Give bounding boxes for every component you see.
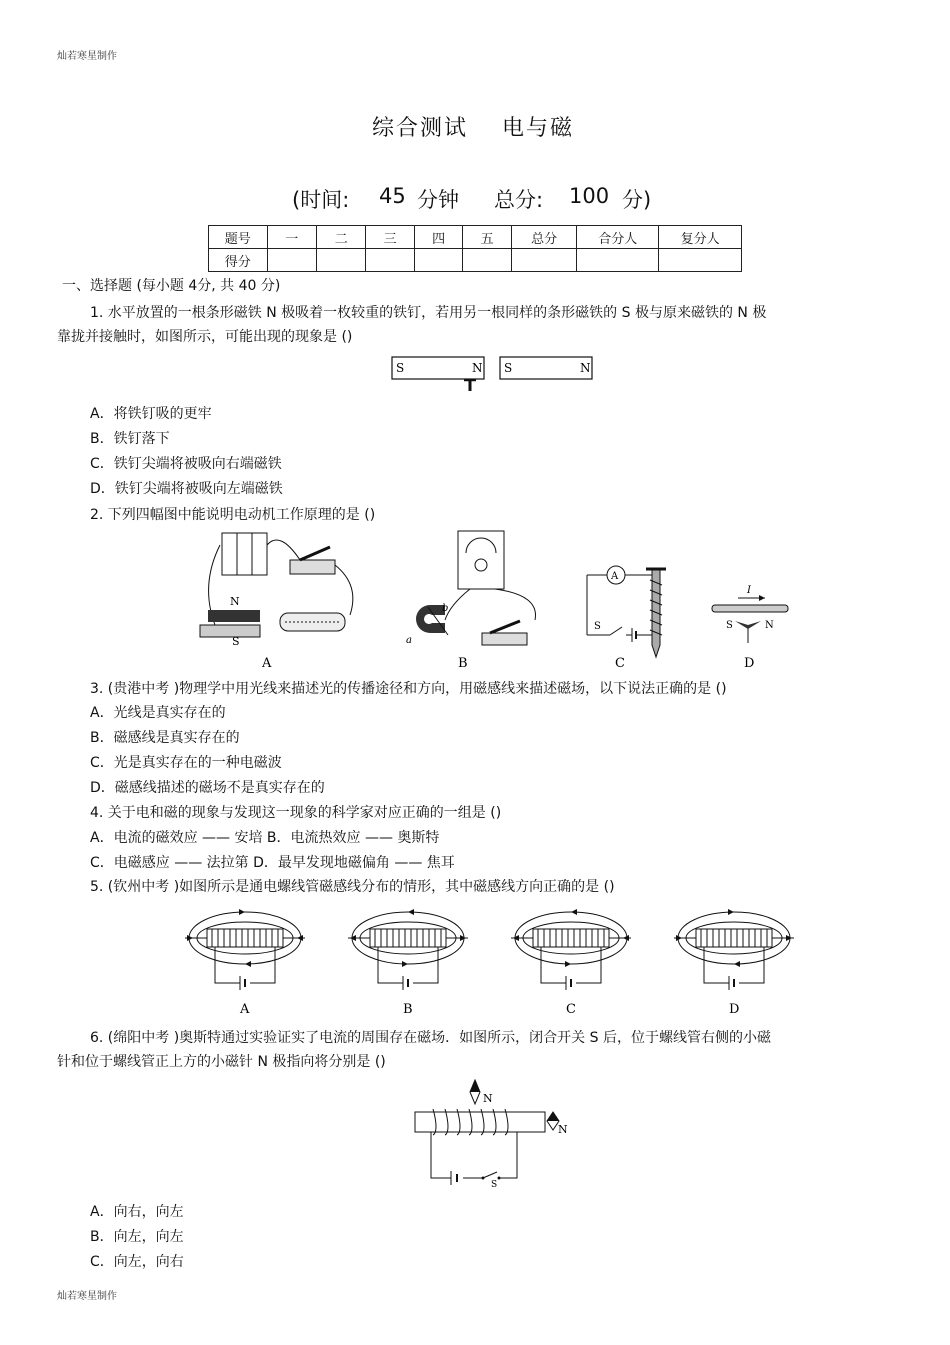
q5-label-c: C — [566, 1002, 576, 1017]
battery-cell — [237, 533, 252, 575]
fig-a-s: S — [232, 635, 240, 648]
q1-option-b: B．铁钉落下 — [90, 431, 170, 447]
time-unit: 分钟 — [417, 188, 459, 212]
solenoid-figure-d — [674, 909, 794, 1017]
fig-b-b: b — [442, 603, 449, 614]
circuit-wire — [431, 1132, 517, 1178]
time-label: (时间: — [292, 188, 350, 212]
horseshoe-magnet — [208, 610, 260, 622]
fig-d-s: S — [726, 620, 733, 631]
switch-base — [482, 633, 527, 645]
magnet-right-s: S — [504, 361, 513, 375]
section-heading: 一、选择题 (每小题 4分, 共 40 分) — [62, 278, 281, 294]
compass-needle — [735, 621, 761, 629]
switch-contact — [482, 1177, 485, 1180]
score-table-cell — [463, 249, 511, 272]
q1-option-c: C．铁钉尖端将被吸向右端磁铁 — [90, 456, 282, 472]
fig-label-b: B — [458, 656, 468, 671]
q6-option-b: B．向左，向左 — [90, 1229, 184, 1245]
q2-figure-c — [587, 566, 666, 671]
score-table-cell: 五 — [463, 226, 511, 249]
q4-options-ab: A．电流的磁效应 —— 安培 B．电流热效应 —— 奥斯特 — [90, 830, 440, 846]
score-table-score-row — [209, 249, 742, 272]
fig-c-switch: S — [594, 621, 601, 632]
q6-option-c: C．向左，向右 — [90, 1254, 184, 1270]
magnet-left-s: S — [396, 361, 405, 375]
q4-options-cd: C．电磁感应 —— 法拉第 D．最早发现地磁偏角 —— 焦耳 — [90, 855, 455, 871]
fig-label-d: D — [744, 656, 755, 671]
score-table-cell — [267, 249, 316, 272]
magnet-right-n: N — [580, 361, 591, 375]
switch-contact — [498, 1177, 501, 1180]
q5-label-a: A — [240, 1002, 250, 1017]
score-table-cell — [414, 249, 462, 272]
magnet-left — [392, 357, 484, 379]
q1-option-d: D．铁钉尖端将被吸向左端磁铁 — [90, 481, 283, 497]
top-compass-north — [470, 1080, 480, 1092]
score-table-cell: 三 — [366, 226, 414, 249]
battery-cell — [252, 533, 267, 575]
q5-label-b: B — [403, 1002, 413, 1017]
battery-cell — [222, 533, 237, 575]
magnet-base — [200, 625, 260, 637]
score-label: 总分: — [494, 188, 544, 212]
score-table-cell: 总分 — [511, 226, 577, 249]
magnet-left-n: N — [472, 361, 483, 375]
score-table-cell: 复分人 — [659, 226, 742, 249]
solenoid-figure-b — [348, 909, 468, 1017]
footer-watermark: 灿若寒星制作 — [57, 1291, 117, 1302]
fig-a-n: N — [230, 595, 240, 608]
q1-option-a: A．将铁钉吸的更牢 — [90, 406, 212, 422]
score-table-cell — [659, 249, 742, 272]
score-table-cell: 题号 — [209, 226, 268, 249]
fig-label-c: C — [615, 656, 625, 671]
right-compass-north — [547, 1112, 559, 1121]
score-table-cell: 得分 — [209, 249, 268, 272]
straight-wire — [712, 605, 788, 612]
wire — [267, 540, 300, 560]
current-arrowhead — [759, 595, 765, 601]
fig-d-current: I — [747, 585, 751, 596]
fig-label-a: A — [262, 656, 272, 671]
question-2-line-1: 2. 下列四幅图中能说明电动机工作原理的是 () — [90, 507, 376, 523]
wire — [335, 565, 353, 615]
switch-lever — [300, 547, 330, 560]
score-table-cell — [577, 249, 659, 272]
question-6-line-2: 针和位于螺线管正上方的小磁针 N 极指向将分别是 () — [57, 1054, 386, 1070]
question-5-line-1: 5. (钦州中考 )如图所示是通电螺线管磁感线分布的情形，其中磁感线方向正确的是 () — [90, 879, 615, 895]
q2-figure-d — [712, 585, 788, 671]
question-6-line-1: 6. (绵阳中考 )奥斯特通过实验证实了电流的周围存在磁场．如图所示，闭合开关 S 后，位于螺线管右侧的小磁 — [90, 1030, 771, 1046]
question-1-line-1: 1. 水平放置的一根条形磁铁 N 极吸着一枚较重的铁钉，若用另一根同样的条形磁铁的 S 极与原来磁铁的 N 极 — [90, 305, 767, 321]
question-1-line-2: 靠拢并接触时，如图所示，可能出现的现象是 () — [57, 329, 353, 345]
u-magnet — [416, 605, 445, 633]
page-title: 综合测试 — [372, 116, 469, 141]
q6-option-a: A．向右，向左 — [90, 1204, 184, 1220]
q5-solenoid-figures — [180, 905, 810, 1020]
q6-right-n: N — [558, 1123, 568, 1136]
q6-switch-label: S — [491, 1180, 498, 1190]
question-4-line-1: 4. 关于电和磁的现象与发现这一现象的科学家对应正确的一组是 () — [90, 805, 502, 821]
switch-base — [290, 560, 335, 574]
fig-d-n: N — [765, 620, 774, 631]
score-value: 100 — [569, 184, 610, 208]
solenoid-figure-c — [511, 909, 631, 1017]
galvanometer-center — [475, 559, 487, 571]
q6-top-n: N — [483, 1092, 493, 1105]
score-table-cell — [317, 249, 366, 272]
score-unit: 分) — [622, 188, 652, 212]
switch — [610, 627, 622, 635]
q3-option-b: B．磁感线是真实存在的 — [90, 730, 240, 746]
header-watermark: 灿若寒星制作 — [57, 51, 117, 62]
q2-figure-b — [406, 531, 536, 671]
score-table-cell: 一 — [267, 226, 316, 249]
q3-option-d: D．磁感线描述的磁场不是真实存在的 — [90, 780, 325, 796]
score-table-cell: 合分人 — [577, 226, 659, 249]
wire — [445, 589, 470, 620]
score-table-header-row — [209, 226, 742, 249]
solenoid-figure-a — [185, 909, 305, 1017]
q3-option-a: A．光线是真实存在的 — [90, 705, 226, 721]
q1-magnets-figure — [388, 353, 598, 395]
q2-figures — [190, 525, 810, 675]
time-value: 45 — [379, 184, 406, 208]
page-topic: 电与磁 — [502, 116, 575, 141]
q2-figure-a — [200, 533, 353, 671]
fig-b-a: a — [406, 635, 412, 646]
q6-solenoid-figure — [405, 1075, 580, 1190]
q5-label-d: D — [729, 1002, 740, 1017]
question-3-line-1: 3. (贵港中考 )物理学中用光线来描述光的传播途径和方向，用磁感线来描述磁场，以下说法正确的是 () — [90, 681, 727, 697]
score-table-cell — [511, 249, 577, 272]
fig-c-ammeter: A — [611, 571, 619, 582]
wire — [495, 589, 536, 620]
q3-option-c: C．光是真实存在的一种电磁波 — [90, 755, 282, 771]
score-table-cell: 四 — [414, 226, 462, 249]
score-table — [208, 225, 742, 272]
switch-lever — [490, 621, 520, 633]
score-table-cell: 二 — [317, 226, 366, 249]
magnet-right — [500, 357, 592, 379]
score-table-cell — [366, 249, 414, 272]
